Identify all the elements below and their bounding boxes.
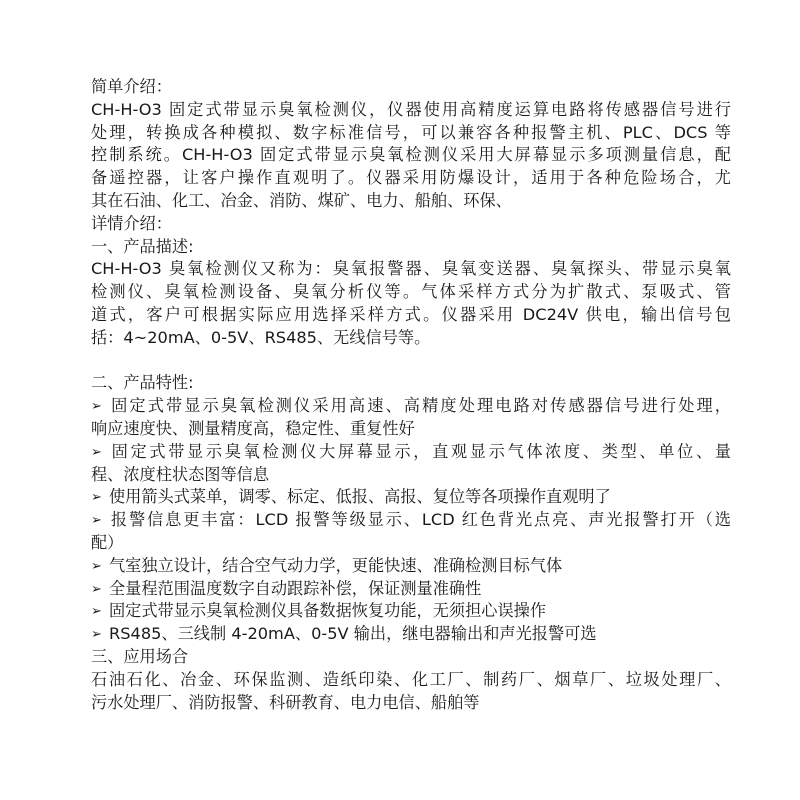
intro-line: 控制系统。CH-H-O3 固定式带显示臭氧检测仪采用大屏幕显示多项测量信息，配 — [91, 145, 731, 165]
feature-item — [91, 623, 731, 646]
arrow-bullet-icon: ➢ — [91, 604, 102, 620]
description-line: 检测仪、臭氧检测设备、臭氧分析仪等。气体采样方式分为扩散式、泵吸式、管 — [91, 282, 731, 302]
arrow-bullet-icon: ➢ — [91, 513, 102, 529]
document-body — [91, 76, 731, 714]
details-heading: 详情介绍： — [91, 213, 172, 233]
description-line: 括：4~20mA、0-5V、RS485、无线信号等。 — [91, 327, 431, 347]
feature-item — [91, 441, 731, 487]
section-heading-description: 一、产品描述: — [91, 236, 194, 256]
arrow-bullet-icon: ➢ — [91, 627, 102, 643]
feature-text: 固定式带显示臭氧检测仪大屏幕显示，直观显示气体浓度、类型、单位、量 — [109, 441, 731, 461]
arrow-bullet-icon: ➢ — [91, 581, 102, 597]
feature-text: 固定式带显示臭氧检测仪具备数据恢复功能，无须担心误操作 — [109, 601, 547, 621]
feature-text: 报警信息更丰富：LCD 报警等级显示、LCD 红色背光点亮、声光报警打开（选 — [109, 510, 731, 530]
applications-line: 污水处理厂、消防报警、科研教育、电力电信、船舶等 — [91, 692, 480, 712]
arrow-bullet-icon: ➢ — [91, 399, 102, 415]
intro-line: 其在石油、化工、冶金、消防、煤矿、电力、船舶、环保、 — [91, 190, 512, 210]
feature-item — [91, 578, 731, 601]
feature-text: 气室独立设计，结合空气动力学，更能快速、准确检测目标气体 — [109, 555, 563, 575]
intro-line: 备遥控器，让客户操作直观明了。仪器采用防爆设计，适用于各种危险场合，尤 — [91, 168, 731, 188]
feature-text: RS485、三线制 4-20mA、0-5V 输出，继电器输出和声光报警可选 — [109, 624, 597, 644]
feature-text: 固定式带显示臭氧检测仪采用高速、高精度处理电路对传感器信号进行处理， — [109, 396, 731, 416]
section-heading-applications: 三、应用场合 — [91, 646, 189, 666]
arrow-bullet-icon: ➢ — [91, 490, 102, 506]
feature-text: 使用箭头式菜单，调零、标定、低报、高报、复位等各项操作直观明了 — [109, 487, 611, 507]
section-heading-features: 二、产品特性: — [91, 373, 194, 393]
feature-text: 响应速度快、测量精度高，稳定性、重复性好 — [91, 418, 415, 438]
feature-item — [91, 486, 731, 509]
applications-line: 石油石化、冶金、环保监测、造纸印染、化工厂、制药厂、烟草厂、垃圾处理厂、 — [91, 669, 731, 689]
intro-line: 处理，转换成各种模拟、数字标准信号，可以兼容各种报警主机、PLC、DCS 等 — [91, 122, 731, 142]
feature-item — [91, 555, 731, 578]
feature-text: 全量程范围温度数字自动跟踪补偿，保证测量准确性 — [109, 578, 482, 598]
feature-item — [91, 395, 731, 441]
intro-line: CH-H-O3 固定式带显示臭氧检测仪，仪器使用高精度运算电路将传感器信号进行 — [91, 99, 731, 119]
feature-text: 配） — [91, 532, 124, 552]
feature-item — [91, 509, 731, 555]
description-line: CH-H-O3 臭氧检测仪又称为：臭氧报警器、臭氧变送器、臭氧探头、带显示臭氧 — [91, 259, 731, 279]
arrow-bullet-icon: ➢ — [91, 444, 102, 460]
intro-heading: 简单介绍： — [91, 77, 172, 96]
paragraph-spacer — [91, 350, 731, 373]
description-line: 道式，客户可根据实际应用选择采样方式。仪器采用 DC24V 供电，输出信号包 — [91, 304, 731, 324]
feature-text: 程、浓度柱状态图等信息 — [91, 464, 270, 484]
arrow-bullet-icon: ➢ — [91, 558, 102, 574]
feature-item — [91, 600, 731, 623]
